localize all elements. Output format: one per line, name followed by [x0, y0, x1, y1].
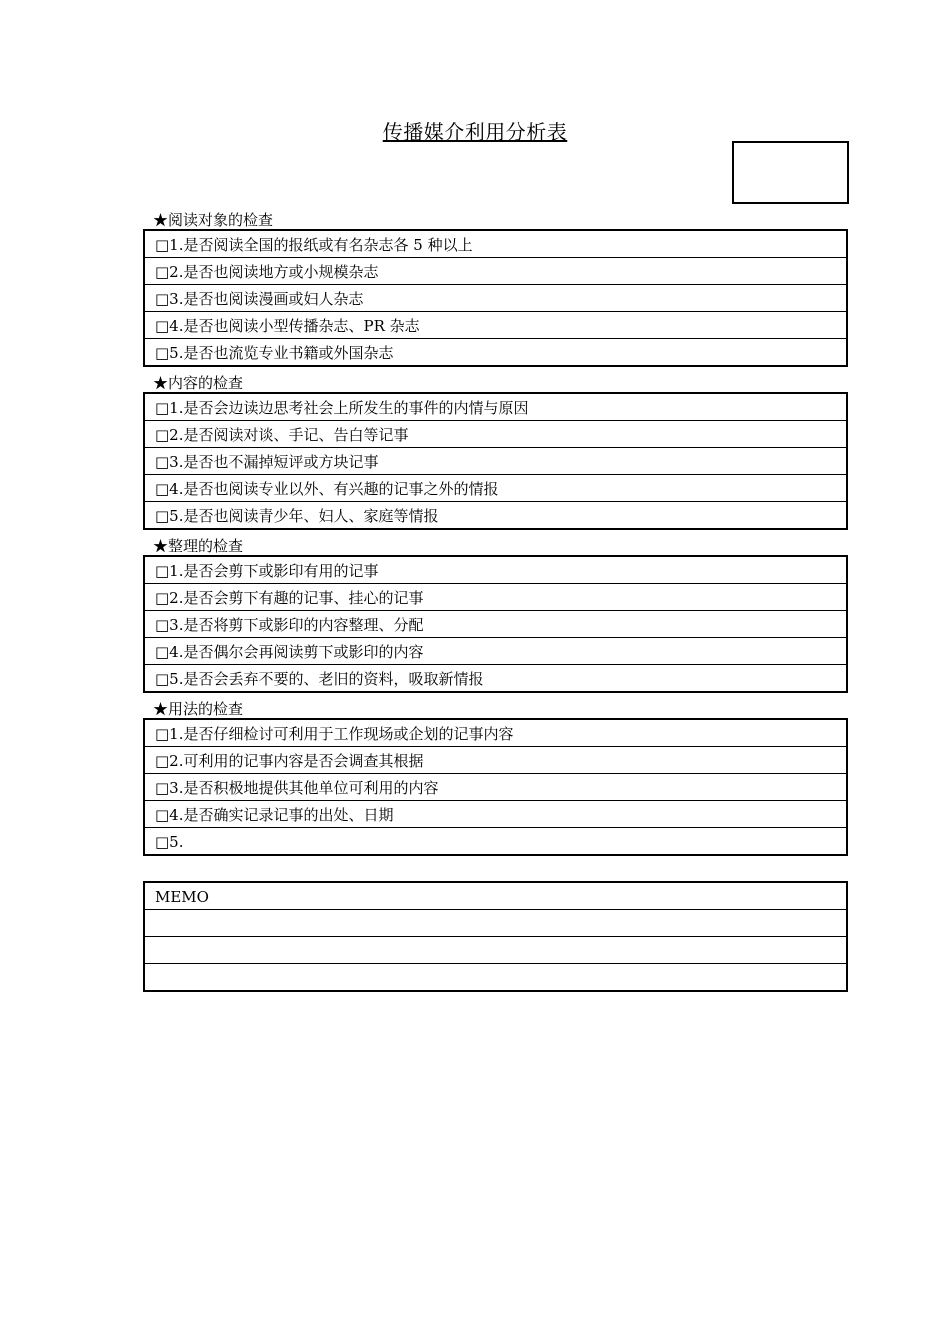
checklist-item[interactable]: □5.是否会丢弃不要的、老旧的资料，吸取新情报 [155, 670, 484, 688]
checklist-item[interactable]: □4.是否也阅读专业以外、有兴趣的记事之外的情报 [145, 475, 846, 502]
memo-label: MEMO [145, 883, 846, 910]
checklist-item[interactable]: □2.是否也阅读地方或小规模杂志 [145, 258, 846, 285]
memo-line[interactable] [145, 937, 846, 964]
checklist-item[interactable]: □3.是否将剪下或影印的内容整理、分配 [145, 611, 846, 638]
checklist-item[interactable]: □4.是否偶尔会再阅读剪下或影印的内容 [145, 638, 846, 665]
checklist-item[interactable]: □2.可利用的记事内容是否会调查其根据 [145, 747, 846, 774]
checklist-item[interactable]: □3.是否也阅读漫画或妇人杂志 [145, 285, 846, 312]
section-table-organize [143, 555, 848, 693]
checklist-item[interactable]: □3.是否积极地提供其他单位可利用的内容 [145, 774, 846, 801]
checklist-item[interactable]: □2.是否会剪下有趣的记事、挂心的记事 [145, 584, 846, 611]
checklist-item[interactable]: □1.是否阅读全国的报纸或有名杂志各 5 种以上 [145, 231, 846, 258]
checklist-item[interactable]: □4.是否确实记录记事的出处、日期 [145, 801, 846, 828]
checklist-item[interactable]: □1.是否会边读边思考社会上所发生的事件的内情与原因 [145, 394, 846, 421]
checklist-item[interactable]: □1.是否会剪下或影印有用的记事 [145, 557, 846, 584]
section-table-usage [143, 718, 848, 856]
checklist-item[interactable]: □3.是否也不漏掉短评或方块记事 [145, 448, 846, 475]
stamp-box [732, 141, 849, 204]
section-table-reading-target [143, 229, 848, 367]
memo-line[interactable] [145, 964, 846, 990]
page-title: 传播媒介利用分析表 [382, 120, 568, 144]
section-label-usage: ★用法的检查 [153, 700, 244, 718]
memo-line[interactable] [145, 910, 846, 937]
checklist-item[interactable]: □5. [155, 833, 184, 851]
checklist-item[interactable]: □2.是否阅读对谈、手记、告白等记事 [145, 421, 846, 448]
memo-table [143, 881, 848, 992]
section-table-content [143, 392, 848, 530]
checklist-item[interactable]: □4.是否也阅读小型传播杂志、PR 杂志 [145, 312, 846, 339]
section-label-content: ★内容的检查 [153, 374, 244, 392]
section-label-reading-target: ★阅读对象的检查 [153, 211, 274, 229]
checklist-item[interactable]: □1.是否仔细检讨可利用于工作现场或企划的记事内容 [145, 720, 846, 747]
section-label-organize: ★整理的检查 [153, 537, 244, 555]
checklist-item[interactable]: □5.是否也阅读青少年、妇人、家庭等情报 [155, 507, 439, 525]
checklist-item[interactable]: □5.是否也流览专业书籍或外国杂志 [155, 344, 394, 362]
